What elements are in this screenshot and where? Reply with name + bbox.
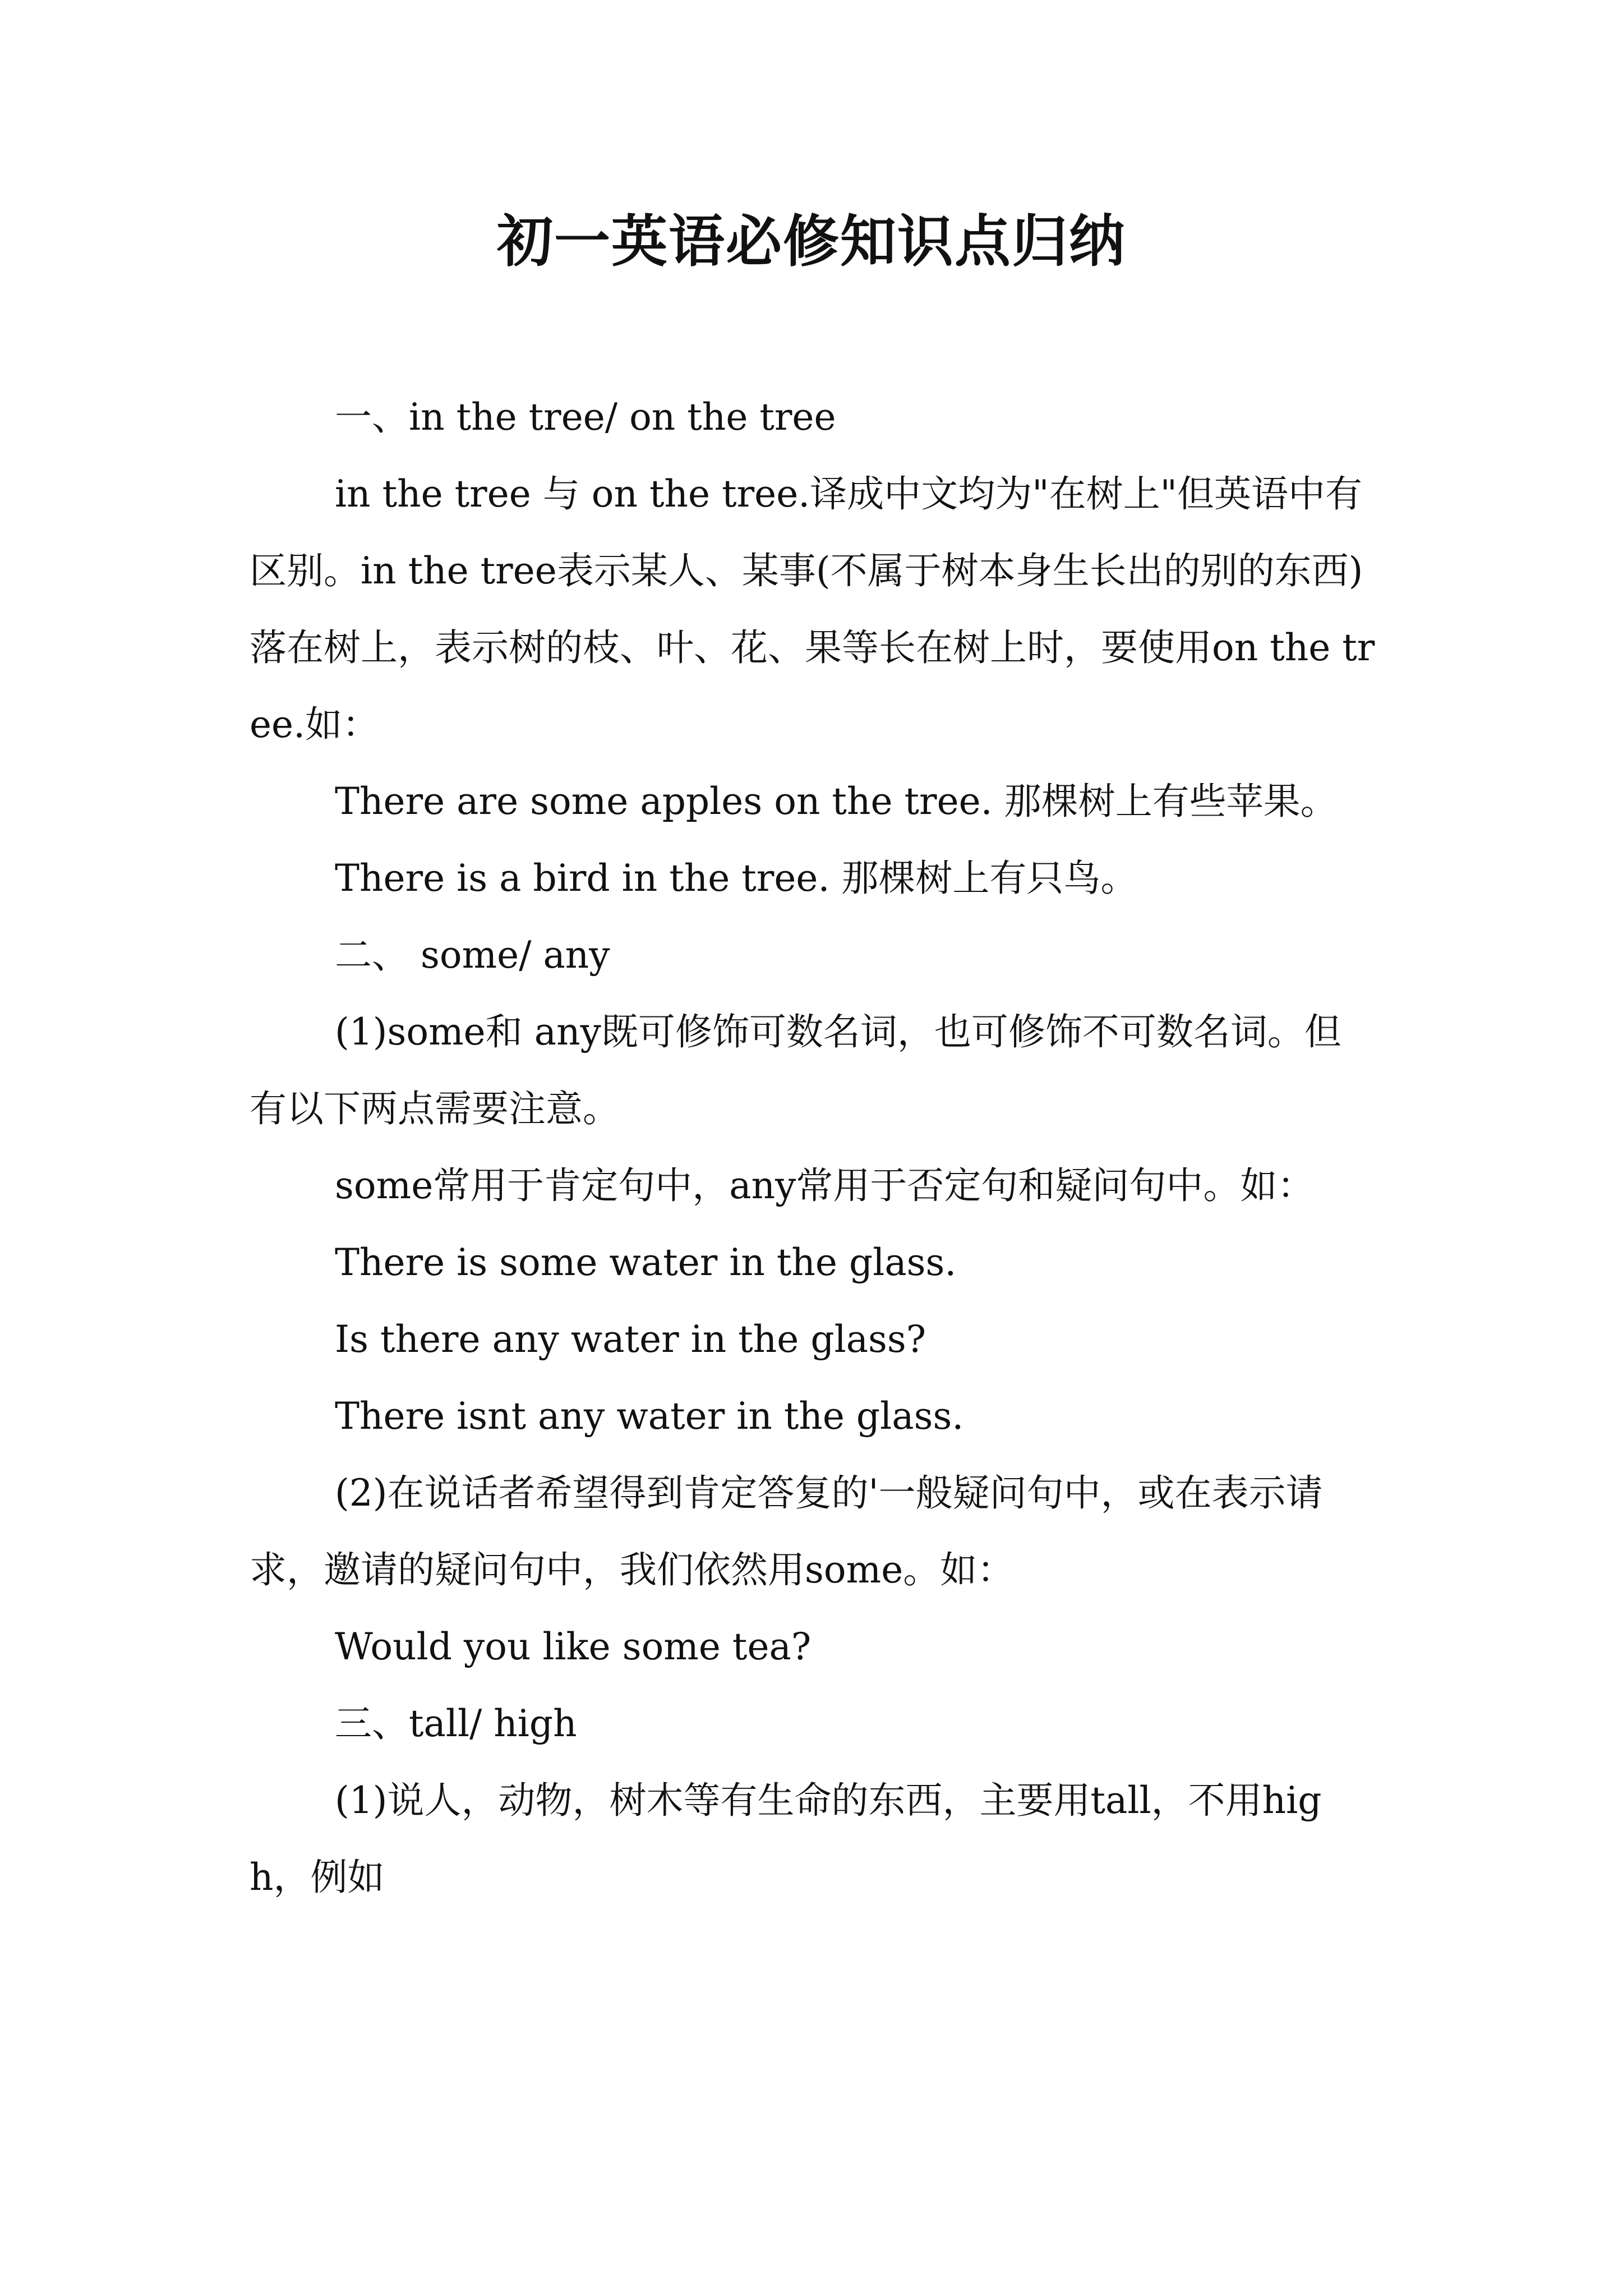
section-heading-2: 二、 some/ any (335, 933, 610, 977)
paragraph-some-any-rule-2: (2)在说话者希望得到肯定答复的'一般疑问句中，或在表示请求，邀请的疑问句中，我们依然用some。如： (250, 1471, 1323, 1591)
paragraph-some-any-usage: some常用于肯定句中，any常用于否定句和疑问句中。如： (335, 1164, 1315, 1207)
example-sentence-apples: There are some apples on the tree. 那棵树上有些苹果。 (335, 780, 1338, 823)
example-sentence-bird: There is a bird in the tree. 那棵树上有只鸟。 (335, 857, 1138, 900)
paragraph-some-any-rule-1: (1)some和 any既可修饰可数名词，也可修饰不可数名词。但有以下两点需要注意。 (250, 1010, 1341, 1130)
section-heading-3: 三、tall/ high (335, 1702, 577, 1745)
document-body (250, 379, 1377, 1916)
example-sentence-any-water-question: Is there any water in the glass? (335, 1318, 926, 1361)
example-sentence-tea: Would you like some tea? (335, 1625, 811, 1668)
document-title: 初一英语必修知识点归纳 (497, 208, 1126, 274)
example-sentence-some-water: There is some water in the glass. (335, 1241, 957, 1284)
example-sentence-any-water-negative: There isnt any water in the glass. (335, 1395, 964, 1438)
paragraph-tall-high-rule-1: (1)说人，动物，树木等有生命的东西，主要用tall，不用high，例如 (250, 1779, 1322, 1899)
paragraph-in-on-tree-explanation: in the tree 与 on the tree.译成中文均为"在树上"但英语中有区别。in the tree表示某人、某事(不属于树本身生长出的别的东西)落在树上，表示树的枝、叶、花、果等长在树上时，要使用on the tree.如： (250, 472, 1375, 746)
section-heading-1: 一、in the tree/ on the tree (335, 395, 836, 439)
